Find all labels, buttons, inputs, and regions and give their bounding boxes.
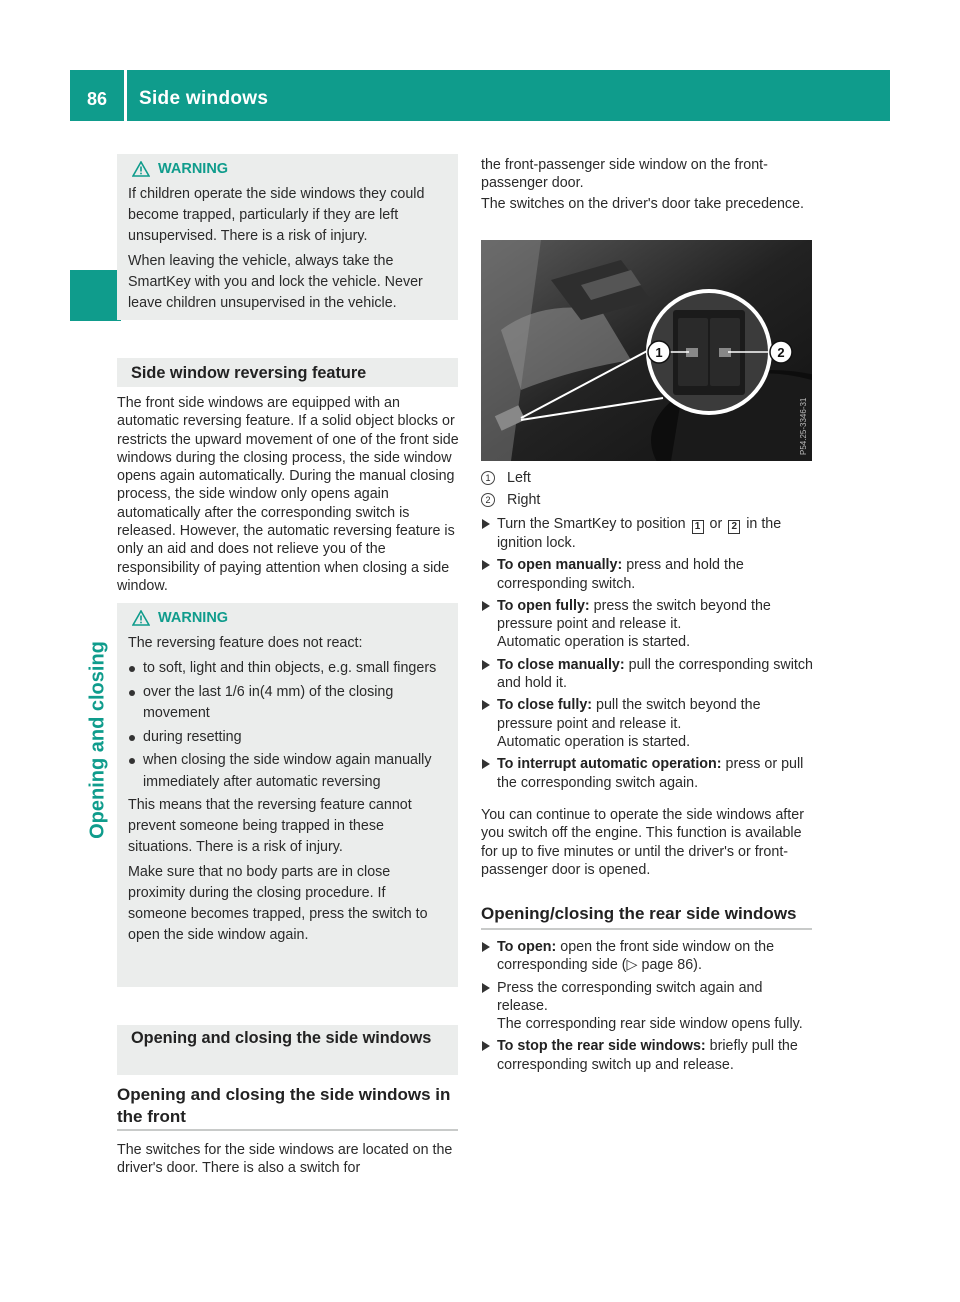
legend-item-left: 1 Left <box>481 467 540 489</box>
step-item: To interrupt automatic operation: press or pull the corresponding switch again. <box>481 755 814 792</box>
callout-1: 1 <box>655 345 663 360</box>
page-number: 86 <box>86 89 108 109</box>
opening-body-right-2: The switches on the driver's door take precedence. <box>481 196 804 212</box>
reversing-body: The front side windows are equipped with an automatic reversing feature. If a solid object blocks or restricts the upward movement of one of the front side windows during the closing process, the side window opens again automatically. During the manual closing process, the side window only opens again automatically after the corresponding switch is released. However, the automatic reversing feature is only an aid and does not relieve you of the responsibility of paying attention when closing a side window. <box>117 395 459 594</box>
warning-triangle-icon <box>132 161 150 177</box>
section-heading-reversing: Side window reversing feature <box>117 358 458 387</box>
subsection-heading-rear: Opening/closing the rear side windows <box>481 904 797 923</box>
section-heading-opening: Opening and closing the side windows <box>117 1025 458 1075</box>
step-item: Turn the SmartKey to position 1 or 2 in the ignition lock. <box>481 515 814 552</box>
chapter-label: Opening and closing <box>86 641 109 839</box>
door-switch-photo <box>481 240 812 461</box>
warning-triangle-icon <box>132 610 150 626</box>
step-item: To open manually: press and hold the corresponding switch. <box>481 556 814 593</box>
step-item: To open fully: press the switch beyond the pressure point and release it. Automatic operation is started. <box>481 597 814 652</box>
list-item: when closing the side window again manually immediately after automatic reversing <box>128 750 447 793</box>
warning-bullet-list <box>128 658 447 793</box>
door-switch-illustration <box>481 240 812 461</box>
chapter-tab-marker <box>70 270 121 321</box>
warning-text: If children operate the side windows they could become trapped, particularly if they are left unsupervised. There is a risk of injury. <box>128 186 425 244</box>
heading-underline <box>481 928 812 930</box>
list-item: over the last 1/6 in(4 mm) of the closing movement <box>128 682 447 725</box>
step-item: Press the corresponding switch again and release. The corresponding rear side window opens fully. <box>481 979 814 1034</box>
continue-operation-text: You can continue to operate the side windows after you switch off the engine. This function is available for up to five minutes or until the driver's or front-passenger door is opened. <box>481 807 804 878</box>
page-title: Side windows <box>139 88 269 109</box>
list-item: during resetting <box>128 727 447 749</box>
warning-text: When leaving the vehicle, always take the SmartKey with you and lock the vehicle. Never leave children unsupervised in the vehicle. <box>128 253 423 311</box>
step-item: To close manually: pull the corresponding switch and hold it. <box>481 656 814 693</box>
step-item: To stop the rear side windows: briefly pull the corresponding switch up and release. <box>481 1037 814 1074</box>
warning-intro: The reversing feature does not react: <box>128 635 363 651</box>
warning-text: Make sure that no body parts are in close proximity during the closing procedure. If someone becomes trapped, press the switch to open the side window again. <box>128 864 428 943</box>
warning-heading: WARNING <box>128 607 447 629</box>
callout-2: 2 <box>777 345 785 360</box>
step-item: To close fully: pull the switch beyond the pressure point and release it. Automatic operation is started. <box>481 696 814 751</box>
rear-window-steps <box>481 938 814 1078</box>
legend-item-right: 2 Right <box>481 489 540 511</box>
warning-box-reversing <box>117 603 458 987</box>
front-window-steps <box>481 515 814 796</box>
opening-body-left: The switches for the side windows are located on the driver's door. There is also a switch for <box>117 1142 453 1177</box>
subsection-heading-front: Opening and closing the side windows in the front <box>117 1085 451 1126</box>
warning-heading: WARNING <box>128 158 447 180</box>
step-item: To open: open the front side window on the corresponding side (▷ page 86). <box>481 938 814 975</box>
warning-text: This means that the reversing feature cannot prevent someone being trapped in these situations. There is a risk of injury. <box>128 797 412 855</box>
photo-legend <box>481 467 540 511</box>
list-item: to soft, light and thin objects, e.g. small fingers <box>128 658 447 680</box>
warning-box-children <box>117 154 458 320</box>
heading-underline <box>117 1129 458 1131</box>
image-code: P54.25-3346-31 <box>799 397 808 455</box>
opening-body-right-1: the front-passenger side window on the front-passenger door. <box>481 157 768 192</box>
header-divider <box>124 70 127 121</box>
